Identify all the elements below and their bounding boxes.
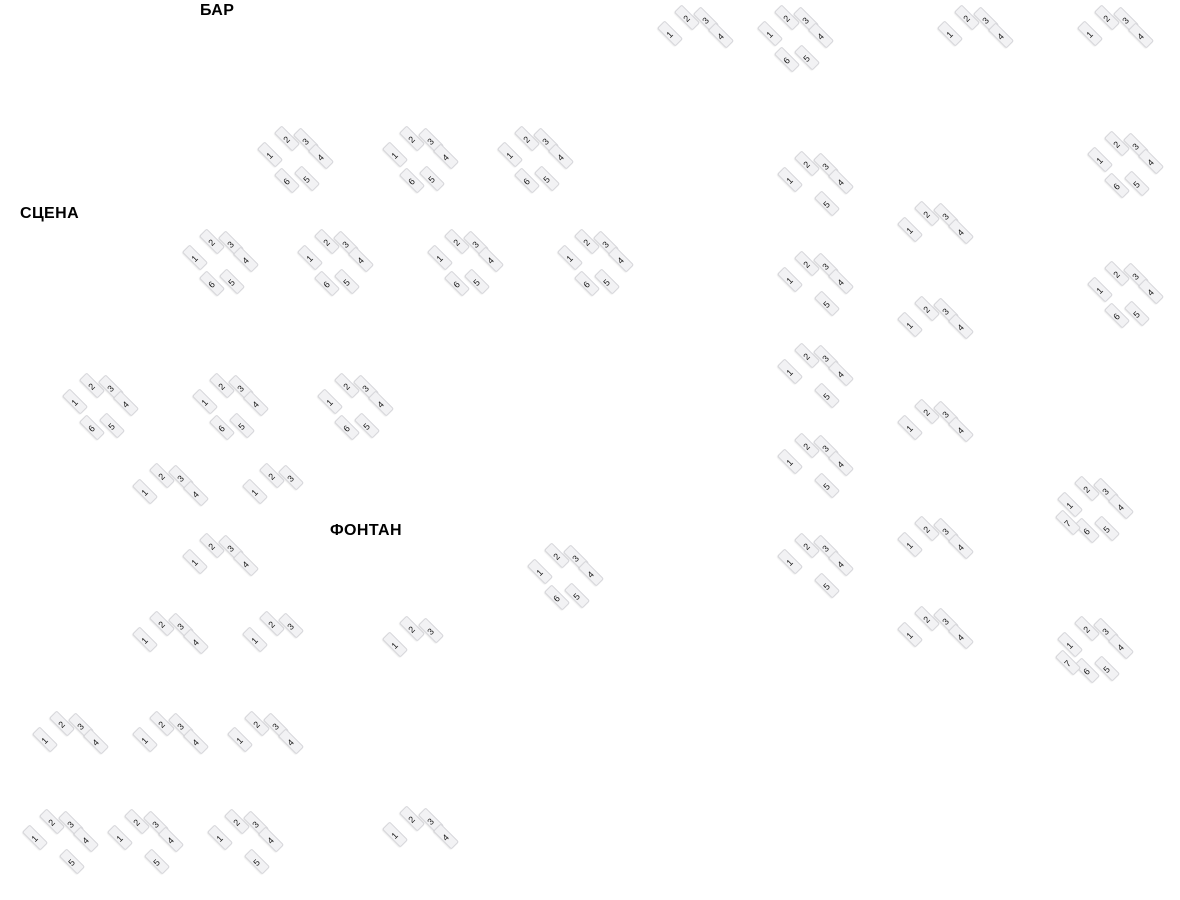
seat-number: 6 — [321, 279, 332, 290]
seat-number: 1 — [904, 320, 915, 331]
seat-number: 1 — [389, 150, 400, 161]
seat-number: 2 — [921, 209, 932, 220]
seat-number: 4 — [315, 152, 326, 163]
seat-number: 2 — [156, 471, 167, 482]
seat-number: 1 — [764, 29, 775, 40]
seat-number: 2 — [86, 381, 97, 392]
seat-number: 4 — [835, 277, 846, 288]
seat-number: 1 — [249, 487, 260, 498]
seat-number: 2 — [521, 134, 532, 145]
seat-number: 3 — [250, 819, 261, 830]
seat-number: 5 — [426, 174, 437, 185]
seat-number: 2 — [231, 817, 242, 828]
seat-number: 2 — [281, 134, 292, 145]
zone-label-scene: СЦЕНА — [20, 205, 80, 222]
seat-number: 2 — [451, 237, 462, 248]
seat-number: 1 — [139, 635, 150, 646]
seat-number: 1 — [434, 253, 445, 264]
seat-number: 5 — [236, 421, 247, 432]
seat-number: 6 — [216, 423, 227, 434]
seat-number: 5 — [1101, 524, 1112, 535]
seat-number: 4 — [240, 255, 251, 266]
seat-number: 1 — [29, 833, 40, 844]
seat-number: 1 — [1064, 640, 1075, 651]
seat[interactable] — [233, 550, 259, 576]
seat-number: 4 — [1115, 642, 1126, 653]
seat-number: 5 — [821, 199, 832, 210]
seat-number: 2 — [131, 817, 142, 828]
seat[interactable] — [948, 533, 974, 559]
seat-number: 1 — [264, 150, 275, 161]
seat-number: 6 — [781, 55, 792, 66]
seat[interactable] — [948, 623, 974, 649]
seat-number: 3 — [940, 306, 951, 317]
seat-number: 5 — [821, 581, 832, 592]
seat-number: 1 — [504, 150, 515, 161]
seat-number: 3 — [65, 819, 76, 830]
seat-number: 2 — [781, 13, 792, 24]
seat-number: 1 — [904, 225, 915, 236]
seat-number: 6 — [1111, 181, 1122, 192]
seat-number: 2 — [341, 381, 352, 392]
seat-number: 1 — [189, 253, 200, 264]
seat-number: 4 — [165, 835, 176, 846]
seat-number: 6 — [341, 423, 352, 434]
seat-number: 5 — [821, 391, 832, 402]
seat[interactable] — [183, 480, 209, 506]
seat-number: 2 — [921, 407, 932, 418]
seat-number: 1 — [784, 557, 795, 568]
seat-number: 1 — [139, 487, 150, 498]
seat-number: 6 — [1081, 526, 1092, 537]
seat-number: 2 — [801, 441, 812, 452]
seat-number: 1 — [904, 423, 915, 434]
seat-number: 3 — [340, 239, 351, 250]
seat-number: 1 — [564, 253, 575, 264]
seat-number: 4 — [585, 569, 596, 580]
seat-number: 2 — [1111, 269, 1122, 280]
seat-number: 4 — [955, 632, 966, 643]
seat-number: 4 — [120, 399, 131, 410]
seat-number: 3 — [1130, 271, 1141, 282]
seat-number: 4 — [955, 425, 966, 436]
seat-number: 1 — [324, 397, 335, 408]
seat[interactable] — [183, 628, 209, 654]
seat-number: 3 — [225, 239, 236, 250]
seat-number: 4 — [240, 559, 251, 570]
seat-number: 3 — [175, 721, 186, 732]
seat-number: 1 — [114, 833, 125, 844]
seat-number: 5 — [801, 53, 812, 64]
seat-number: 1 — [784, 367, 795, 378]
seat-number: 3 — [150, 819, 161, 830]
seat-number: 3 — [820, 161, 831, 172]
seat-number: 3 — [980, 15, 991, 26]
seat-number: 3 — [285, 621, 296, 632]
seat-number: 6 — [206, 279, 217, 290]
seat-number: 2 — [551, 551, 562, 562]
seat-number: 1 — [39, 735, 50, 746]
seat-number: 3 — [105, 383, 116, 394]
seat-number: 4 — [995, 31, 1006, 42]
seat-number: 4 — [955, 542, 966, 553]
seat[interactable] — [988, 22, 1014, 48]
seat[interactable] — [948, 218, 974, 244]
seat-number: 1 — [944, 29, 955, 40]
seat-number: 5 — [1131, 309, 1142, 320]
seat-number: 1 — [904, 630, 915, 641]
seat-number: 5 — [301, 174, 312, 185]
seat-number: 4 — [440, 152, 451, 163]
seat-number: 4 — [440, 832, 451, 843]
seat-number: 2 — [266, 619, 277, 630]
seat-number: 5 — [1131, 179, 1142, 190]
seat-number: 2 — [921, 304, 932, 315]
seat-number: 5 — [251, 857, 262, 868]
seat-number: 1 — [249, 635, 260, 646]
seat-number: 4 — [715, 31, 726, 42]
seat-number: 5 — [226, 277, 237, 288]
seat-number: 3 — [820, 543, 831, 554]
seat-number: 7 — [1062, 518, 1073, 529]
seat-number: 1 — [234, 735, 245, 746]
seat-number: 1 — [534, 567, 545, 578]
seat[interactable] — [1128, 22, 1154, 48]
seat-number: 4 — [1145, 287, 1156, 298]
seat-number: 3 — [1100, 486, 1111, 497]
seat-number: 2 — [921, 524, 932, 535]
seat-number: 4 — [835, 369, 846, 380]
seat-number: 7 — [1062, 658, 1073, 669]
seat-number: 3 — [700, 15, 711, 26]
seat-number: 1 — [1094, 285, 1105, 296]
seat-number: 3 — [300, 136, 311, 147]
seat-number: 2 — [581, 237, 592, 248]
seat-number: 4 — [615, 255, 626, 266]
seat-number: 3 — [1120, 15, 1131, 26]
seat-number: 6 — [551, 593, 562, 604]
zone-label-fountain: ФОНТАН — [330, 522, 402, 539]
seat-number: 6 — [1081, 666, 1092, 677]
seat-number: 6 — [1111, 311, 1122, 322]
seat-number: 1 — [784, 175, 795, 186]
seat-number: 5 — [361, 421, 372, 432]
seat-number: 2 — [681, 13, 692, 24]
seat-number: 3 — [425, 816, 436, 827]
seat[interactable] — [948, 416, 974, 442]
seat-number: 1 — [784, 275, 795, 286]
seat-number: 3 — [75, 721, 86, 732]
seat-number: 4 — [1135, 31, 1146, 42]
seat-number: 3 — [800, 15, 811, 26]
seat-number: 2 — [251, 719, 262, 730]
seat[interactable] — [433, 823, 459, 849]
seat-number: 4 — [80, 835, 91, 846]
seat-number: 1 — [664, 29, 675, 40]
seat-number: 2 — [156, 619, 167, 630]
seat-number: 4 — [1145, 157, 1156, 168]
seat-number: 4 — [265, 835, 276, 846]
seat-number: 1 — [199, 397, 210, 408]
seat-number: 4 — [375, 399, 386, 410]
seat-number: 3 — [940, 526, 951, 537]
seat-number: 2 — [801, 541, 812, 552]
seat-number: 4 — [355, 255, 366, 266]
seat-number: 4 — [955, 227, 966, 238]
seat-number: 4 — [1115, 502, 1126, 513]
seat-number: 4 — [285, 737, 296, 748]
seat-number: 2 — [46, 817, 57, 828]
seat-number: 1 — [904, 540, 915, 551]
seat-number: 2 — [801, 351, 812, 362]
seat[interactable] — [183, 728, 209, 754]
seat-number: 6 — [521, 176, 532, 187]
seat-number: 2 — [216, 381, 227, 392]
seat-number: 2 — [321, 237, 332, 248]
seat-number: 5 — [106, 421, 117, 432]
seat-number: 6 — [406, 176, 417, 187]
seat-number: 2 — [961, 13, 972, 24]
seat-number: 3 — [470, 239, 481, 250]
seat-number: 4 — [250, 399, 261, 410]
seat-number: 4 — [90, 737, 101, 748]
seat-number: 3 — [175, 473, 186, 484]
seat-number: 6 — [451, 279, 462, 290]
seat-number: 2 — [801, 259, 812, 270]
seat-number: 3 — [570, 553, 581, 564]
seat-number: 3 — [600, 239, 611, 250]
seat-number: 5 — [821, 481, 832, 492]
seat-number: 3 — [175, 621, 186, 632]
seat-number: 2 — [266, 471, 277, 482]
seat-number: 5 — [571, 591, 582, 602]
seat-number: 4 — [190, 637, 201, 648]
seat-number: 6 — [281, 176, 292, 187]
seat-number: 1 — [189, 557, 200, 568]
seat-number: 6 — [86, 423, 97, 434]
seat-number: 3 — [1100, 626, 1111, 637]
seat-number: 4 — [815, 31, 826, 42]
seat-number: 1 — [69, 397, 80, 408]
seat-number: 3 — [820, 443, 831, 454]
seat[interactable] — [278, 728, 304, 754]
seat-number: 2 — [206, 237, 217, 248]
seat-number: 3 — [820, 353, 831, 364]
seat-number: 2 — [56, 719, 67, 730]
seat-number: 1 — [784, 457, 795, 468]
seat-number: 1 — [304, 253, 315, 264]
seat-number: 5 — [541, 174, 552, 185]
seat-number: 4 — [190, 489, 201, 500]
seat-number: 4 — [190, 737, 201, 748]
seat-number: 2 — [1101, 13, 1112, 24]
seat-number: 4 — [835, 177, 846, 188]
seat-number: 2 — [406, 624, 417, 635]
seat-number: 5 — [66, 857, 77, 868]
seat-number: 3 — [425, 136, 436, 147]
seat-number: 1 — [1084, 29, 1095, 40]
seat-number: 5 — [471, 277, 482, 288]
seat-number: 2 — [406, 814, 417, 825]
seat-number: 3 — [225, 543, 236, 554]
seat-number: 1 — [389, 830, 400, 841]
seat-number: 5 — [1101, 664, 1112, 675]
seat-number: 1 — [1064, 500, 1075, 511]
seat-number: 2 — [406, 134, 417, 145]
seat-number: 3 — [285, 473, 296, 484]
seat-number: 2 — [801, 159, 812, 170]
seat-number: 4 — [555, 152, 566, 163]
seat-number: 5 — [601, 277, 612, 288]
seat-number: 4 — [485, 255, 496, 266]
seat-number: 3 — [235, 383, 246, 394]
seat-number: 1 — [1094, 155, 1105, 166]
seat-number: 5 — [341, 277, 352, 288]
seat-number: 3 — [1130, 141, 1141, 152]
seat-number: 3 — [940, 616, 951, 627]
seat-number: 6 — [581, 279, 592, 290]
seat-number: 3 — [940, 409, 951, 420]
seat-number: 2 — [1081, 484, 1092, 495]
seat-number: 1 — [214, 833, 225, 844]
seat-number: 1 — [389, 640, 400, 651]
seat[interactable] — [948, 313, 974, 339]
seat-number: 2 — [156, 719, 167, 730]
seat-number: 1 — [139, 735, 150, 746]
seat-number: 4 — [835, 459, 846, 470]
seat-number: 3 — [820, 261, 831, 272]
seat[interactable] — [83, 728, 109, 754]
seat-number: 3 — [270, 721, 281, 732]
seat-number: 5 — [151, 857, 162, 868]
seat-number: 3 — [425, 626, 436, 637]
seat-number: 2 — [1111, 139, 1122, 150]
seat-number: 2 — [206, 541, 217, 552]
seat-number: 4 — [835, 559, 846, 570]
seat-number: 2 — [921, 614, 932, 625]
seat-number: 3 — [940, 211, 951, 222]
seat[interactable] — [708, 22, 734, 48]
seat-number: 2 — [1081, 624, 1092, 635]
seat-number: 5 — [821, 299, 832, 310]
seat-number: 3 — [540, 136, 551, 147]
seat-number: 4 — [955, 322, 966, 333]
seat-number: 3 — [360, 383, 371, 394]
zone-label-bar: БАР — [200, 2, 235, 19]
